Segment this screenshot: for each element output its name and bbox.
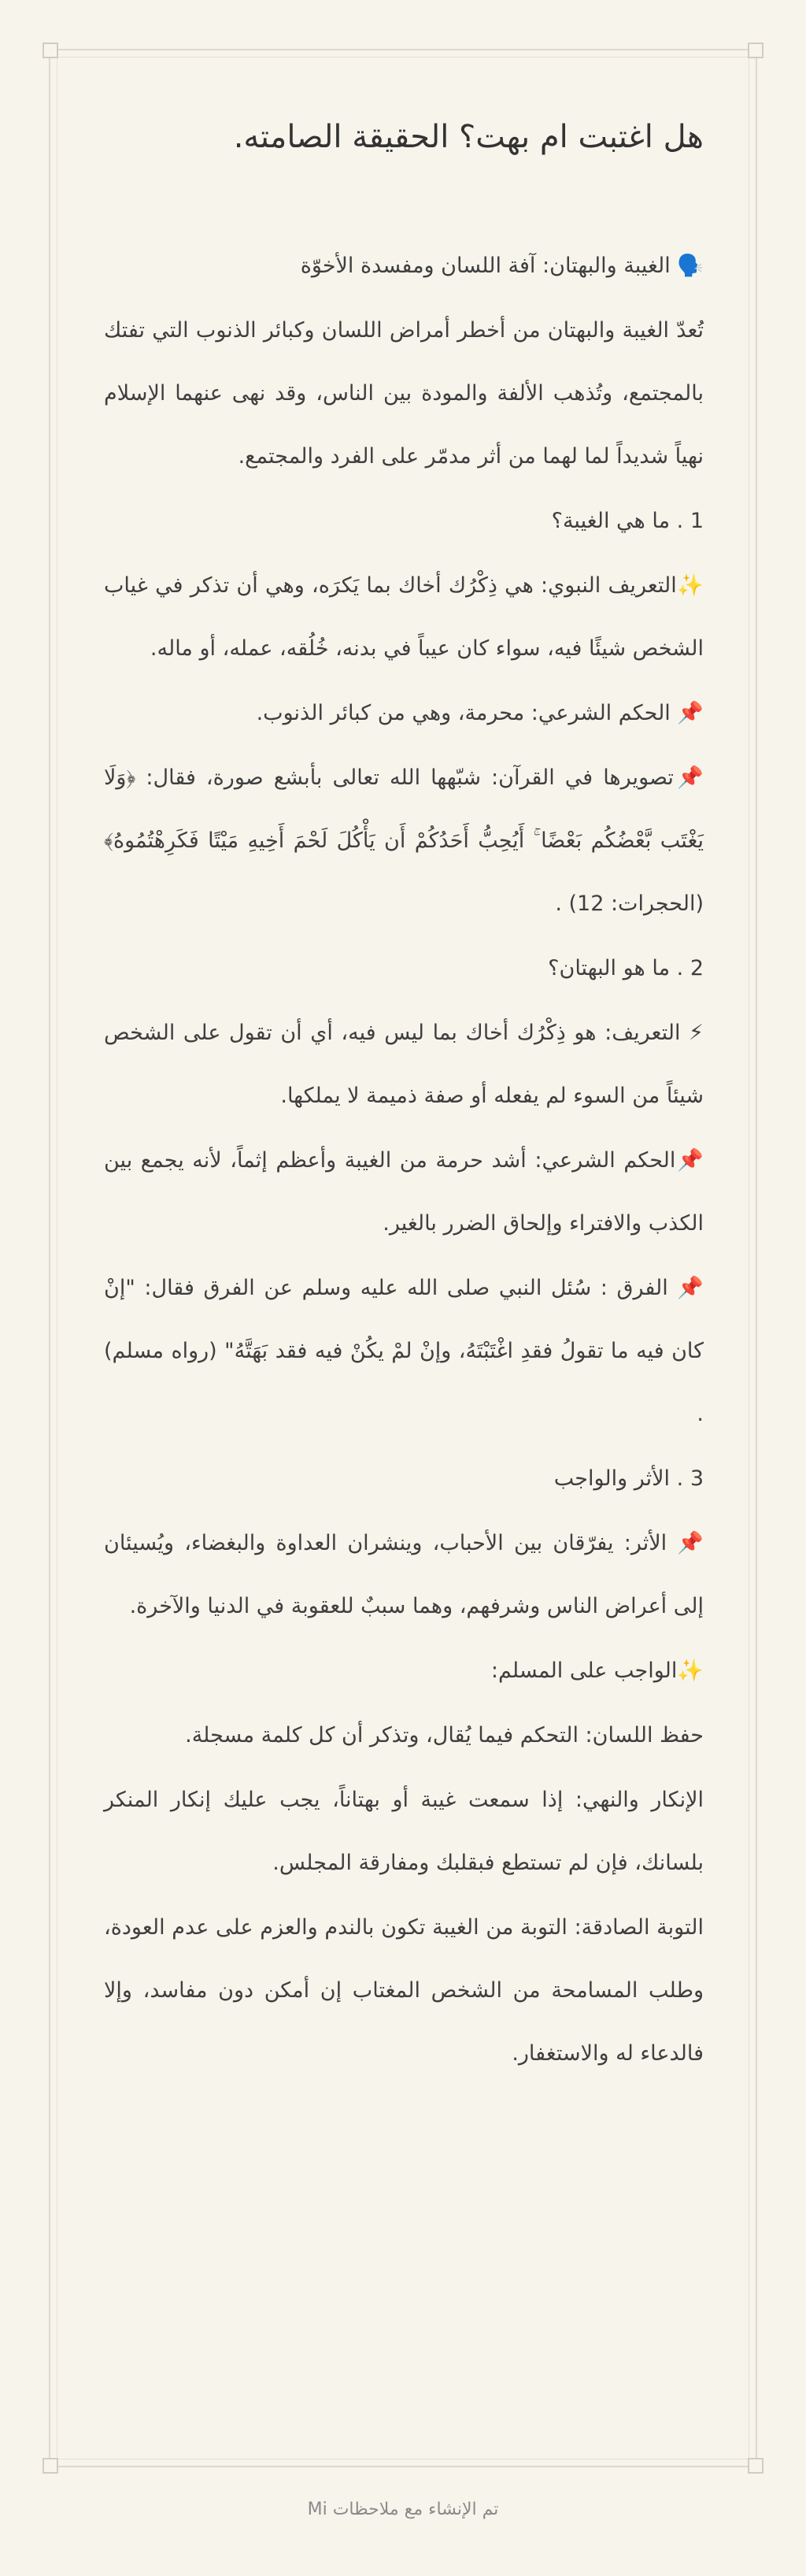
body-paragraph: 📌الحكم الشرعي: أشد حرمة من الغيبة وأعظم إثماً، لأنه يجمع بين الكذب والافتراء وإلحاق الضرر بالغير.	[104, 1148, 704, 1236]
body-paragraph: ✨التعريف النبوي: هي ذِكْرُك أخاك بما يَكرَه، وهي أن تذكر في غياب الشخص شيئًا فيه، سواء كان عيباً في بدنه، خُلُقه، عمله، أو ماله.	[104, 573, 704, 661]
list-item: الإنكار والنهي: إذا سمعت غيبة أو بهتاناً، يجب عليك إنكار المنكر بلسانك، فإن لم تستطع فبقلبك ومفارقة المجلس.	[104, 1788, 704, 1875]
list-item: التوبة الصادقة: التوبة من الغيبة تكون بالندم والعزم على عدم العودة، وطلب المسامحة من الشخص المغتاب إن أمكن دون مفاسد، وإلا فالدعاء له والاستغفار.	[104, 1915, 704, 2066]
body-paragraph: ✨الواجب على المسلم:	[490, 1659, 704, 1683]
section-heading: 🗣️ الغيبة والبهتان: آفة اللسان ومفسدة الأخوّة	[300, 254, 704, 278]
body-paragraph: 📌تصويرها في القرآن: شبّهها الله تعالى بأبشع صورة، فقال: ﴿وَلَا يَغْتَب بَّعْضُكُم بَعْضًا ۚ أَيُحِبُّ أَحَدُكُمْ أَن يَأْكُلَ لَحْمَ أَخِيهِ مَيْتًا فَكَرِهْتُمُوهُ﴾ (الحجرات: 12) .	[104, 765, 704, 916]
section-heading: 2 . ما هو البهتان؟	[548, 956, 704, 980]
body-paragraph: 📌 الحكم الشرعي: محرمة، وهي من كبائر الذنوب.	[256, 701, 704, 725]
note-content	[104, 118, 704, 2085]
frame-corner-ornament	[748, 43, 763, 58]
section-heading: 1 . ما هي الغيبة؟	[551, 509, 704, 533]
section-heading: 3 . الأثر والواجب	[553, 1466, 704, 1491]
note-title: هل اغتبت ام بهت؟ الحقيقة الصامته.	[233, 119, 704, 155]
footer-created-with: تم الإنشاء مع ملاحظات Mi	[307, 2500, 499, 2519]
frame-corner-ornament	[43, 43, 58, 58]
frame-corner-ornament	[43, 2458, 58, 2474]
list-item: حفظ اللسان: التحكم فيما يُقال، وتذكر أن كل كلمة مسجلة.	[185, 1723, 704, 1748]
body-paragraph: 📌 الأثر: يفرّقان بين الأحباب، وينشران العداوة والبغضاء، ويُسيئان إلى أعراض الناس وشرفهم، وهما سببٌ للعقوبة في الدنيا والآخرة.	[104, 1531, 704, 1618]
body-paragraph: ⚡ التعريف: هو ذِكْرُك أخاك بما ليس فيه، أي أن تقول على الشخص شيئاً من السوء لم يفعله أو صفة ذميمة لا يملكها.	[104, 1021, 704, 1108]
frame-corner-ornament	[748, 2458, 763, 2474]
intro-paragraph: تُعدّ الغيبة والبهتان من أخطر أمراض اللسان وكبائر الذنوب التي تفتك بالمجتمع، وتُذهب الألفة والمودة بين الناس، وقد نهى عنهما الإسلام نهياً شديداً لما لهما من أثر مدمّر على الفرد والمجتمع.	[104, 318, 704, 469]
body-paragraph: 📌 الفرق : سُئل النبي صلى الله عليه وسلم عن الفرق فقال: "إنْ كان فيه ما تقولُ فقدِ اغْتَبْتَهُ، وإنْ لمْ يكُنْ فيه فقد بَهَتَّهُ" (رواه مسلم) .	[104, 1276, 704, 1426]
